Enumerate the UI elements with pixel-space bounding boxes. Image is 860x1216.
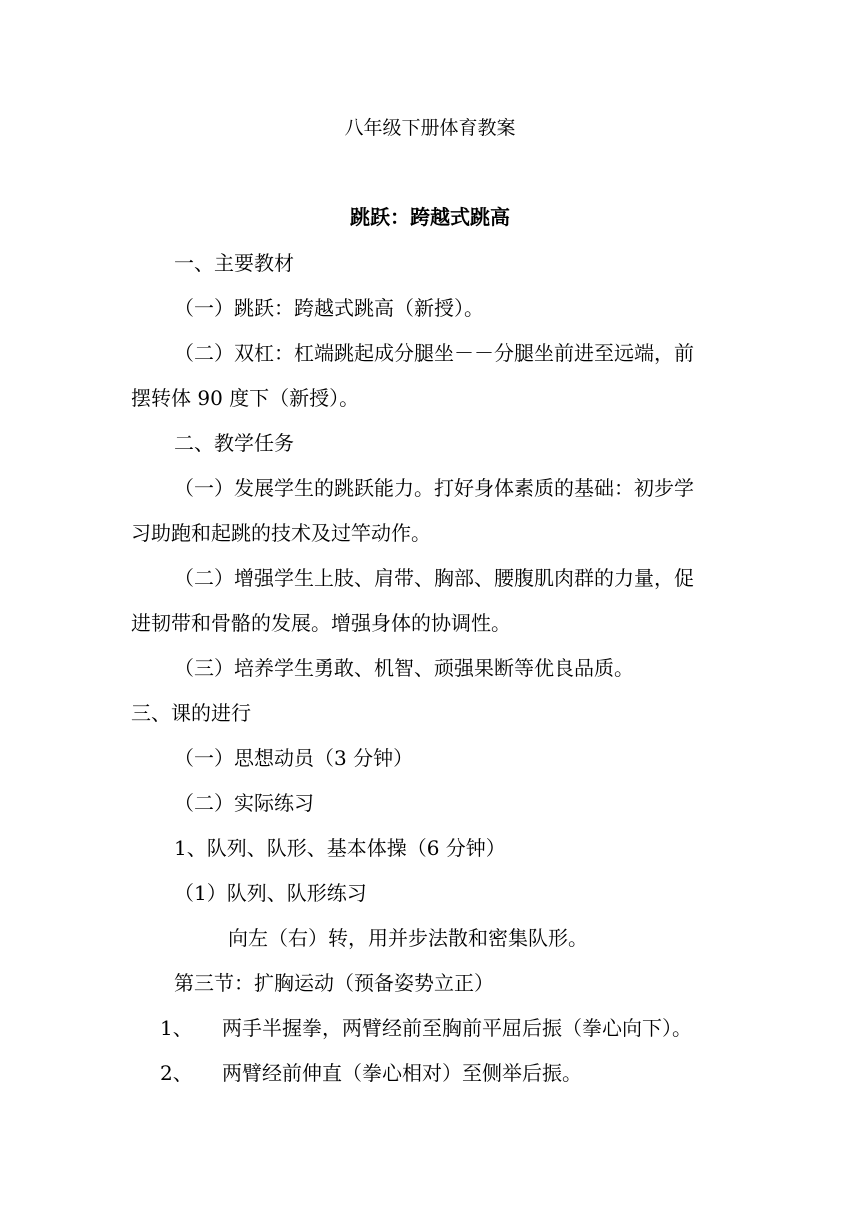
section-1-item-1: （一）跳跃：跨越式跳高（新授）。 [174, 296, 484, 320]
section-3-title: 三、课的进行 [131, 701, 251, 725]
section-3-item-1: （一）思想动员（3 分钟） [174, 746, 414, 770]
section-3-item-2: （二）实际练习 [174, 791, 314, 815]
section-3-sub-1: 1、队列、队形、基本体操（6 分钟） [174, 836, 506, 860]
section-3-sub-1-1: （1）队列、队形练习 [174, 881, 367, 905]
section-3-sub-1-1-text: 向左（右）转，用并步法散和密集队形。 [228, 926, 588, 950]
section-2-item-3: （三）培养学生勇敢、机智、顽强果断等优良品质。 [174, 656, 634, 680]
section-3-part-3: 第三节：扩胸运动（预备姿势立正） [174, 971, 494, 995]
section-1-item-2-line-1: （二）双杠：杠端跳起成分腿坐－－分腿坐前进至远端，前 [174, 341, 694, 365]
section-2-item-2-line-1: （二）增强学生上肢、肩带、胸部、腰腹肌肉群的力量，促 [174, 566, 694, 590]
section-2-item-1-line-2: 习助跑和起跳的技术及过竿动作。 [131, 521, 431, 545]
section-2-item-2-line-2: 进韧带和骨骼的发展。增强身体的协调性。 [131, 611, 511, 635]
lesson-heading: 跳跃：跨越式跳高 [350, 205, 510, 229]
section-2-item-1-line-1: （一）发展学生的跳跃能力。打好身体素质的基础：初步学 [174, 476, 694, 500]
section-1-title: 一、主要教材 [174, 251, 294, 275]
step-text: 两臂经前伸直（拳心相对）至侧举后振。 [222, 1061, 582, 1085]
step-text: 两手半握拳，两臂经前至胸前平屈后振（拳心向下）。 [222, 1016, 692, 1040]
section-1-item-2-line-2: 摆转体 90 度下（新授）。 [131, 386, 360, 410]
section-2-title: 二、教学任务 [174, 431, 294, 455]
step-number: 1、 [160, 1016, 193, 1040]
step-number: 2、 [160, 1061, 193, 1085]
document-title: 八年级下册体育教案 [344, 117, 516, 139]
